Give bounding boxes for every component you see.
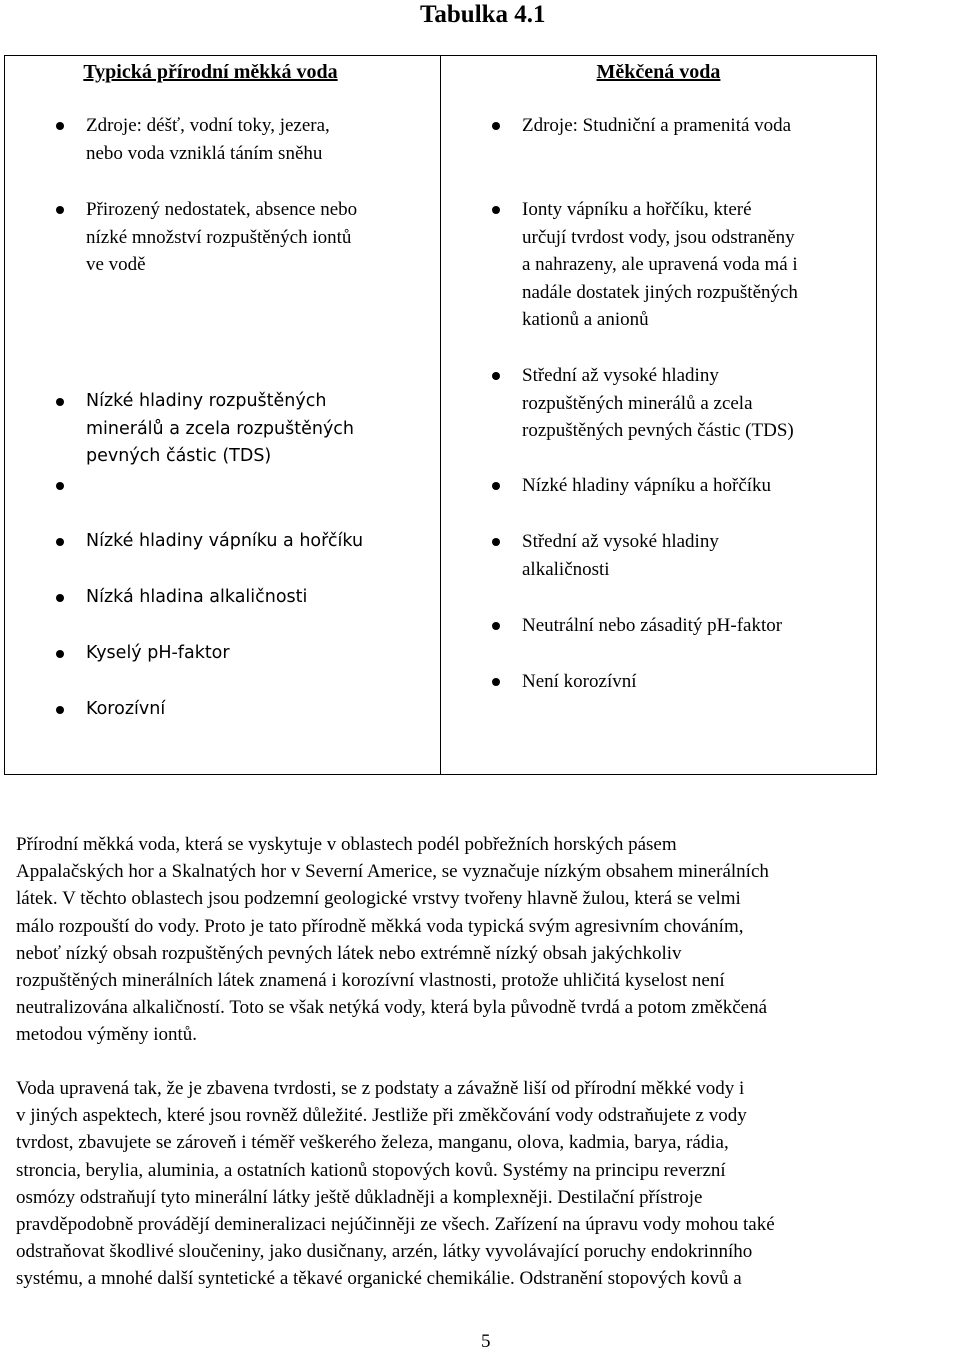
item-line: Korozívní <box>86 699 166 719</box>
item-line: nízké množství rozpuštěných iontů <box>86 226 352 248</box>
left-item-low-minerals <box>86 388 354 471</box>
left-item-corrosive <box>86 696 165 724</box>
paragraph-line: neboť nízký obsah rozpuštěných pevných látek nebo extrémně nízký obsah jakýchkoliv <box>16 942 682 964</box>
paragraph-line: pravděpodobně provádějí demineralizaci nejúčinněji ze všech. Zařízení na úpravu vody mohou také <box>16 1213 775 1235</box>
paragraph-line: tvrdost, zbavujete se zároveň i téměř veškerého železa, manganu, olova, kadmia, barya, rádia, <box>16 1132 729 1154</box>
right-item-medium-high-alkalinity <box>522 528 719 583</box>
paragraph-line: systému, a mnohé další syntetické a těkavé organické chemikálie. Odstranění stopových kovů a <box>16 1268 742 1290</box>
comparison-table <box>4 55 877 775</box>
bullet-icon <box>492 206 500 214</box>
bullet-icon <box>56 122 64 130</box>
item-line: Zdroje: déšť, vodní toky, jezera, <box>86 115 330 136</box>
bullet-icon <box>492 372 500 380</box>
bullet-icon <box>492 122 500 130</box>
right-column-softened-water <box>441 56 876 774</box>
item-line: minerálů a zcela rozpuštěných <box>86 418 355 439</box>
item-line: nebo voda vzniklá táním sněhu <box>86 142 323 164</box>
left-item-natural-deficiency <box>86 196 357 279</box>
paragraph-line: rozpuštěných minerálních látek znamená i korozívní vlastnosti, protože uhličitá kyselost není <box>16 969 725 991</box>
item-line: Nízká hladina alkaličnosti <box>86 587 308 607</box>
item-line: Neutrální nebo zásaditý pH-faktor <box>522 615 783 636</box>
item-line: určují tvrdost vody, jsou odstraněny <box>522 226 795 248</box>
paragraph-line: v jiných aspektech, které jsou rovněž důležité. Jestliže při změkčování vody odstraňujete z vody <box>16 1105 747 1127</box>
right-item-sources <box>522 112 791 140</box>
left-item-acidic-ph <box>86 640 230 668</box>
item-line: Zdroje: Studniční a pramenitá voda <box>522 115 792 136</box>
right-item-neutral-ph <box>522 612 782 640</box>
paragraph-line: stroncia, berylia, aluminia, a ostatních kationů stopových kovů. Systémy na principu reverzní <box>16 1159 726 1181</box>
item-line: Střední až vysoké hladiny <box>522 365 719 386</box>
bullet-icon <box>56 206 64 214</box>
right-item-not-corrosive <box>522 668 637 696</box>
paragraph-natural-soft-water <box>16 831 960 1049</box>
paragraph-line: Voda upravená tak, že je zbavena tvrdosti, se z podstaty a závažně liší od přírodní měkké vody i <box>16 1078 745 1099</box>
right-item-low-calcium <box>522 472 771 500</box>
bullet-icon <box>56 482 64 490</box>
item-line: a nahrazeny, ale upravená voda má i <box>522 254 798 275</box>
item-line: Není korozívní <box>522 671 637 692</box>
item-line: Nízké hladiny vápníku a hořčíku <box>86 531 364 551</box>
bullet-icon <box>56 398 64 406</box>
paragraph-line: látek. V těchto oblastech jsou podzemní geologické vrstvy tvořeny hlavně žulou, která se velmi <box>16 888 741 910</box>
left-column-natural-soft-water <box>5 56 441 774</box>
paragraph-line: málo rozpouští do vody. Proto je tato přírodně měkká voda typická svým agresivním chováním, <box>16 915 744 937</box>
bullet-icon <box>492 622 500 630</box>
item-line: Kyselý pH-faktor <box>86 643 230 663</box>
item-line: rozpuštěných minerálů a zcela <box>522 392 753 414</box>
item-line: Nízké hladiny rozpuštěných <box>86 391 327 411</box>
paragraph-softened-water <box>16 1075 960 1293</box>
bullet-icon <box>492 538 500 546</box>
paragraph-line: metodou výměny iontů. <box>16 1024 198 1046</box>
item-line: Střední až vysoké hladiny <box>522 531 719 552</box>
bullet-icon <box>492 678 500 686</box>
left-item-low-alkalinity <box>86 584 307 612</box>
left-column-title: Typická přírodní měkká voda <box>83 61 338 83</box>
paragraph-line: odstraňovat škodlivé sloučeniny, jako dusičnany, arzén, látky vyvolávající poruchy endokrinního <box>16 1241 753 1263</box>
item-line: alkaličnosti <box>522 558 610 580</box>
item-line: Nízké hladiny vápníku a hořčíku <box>522 475 772 496</box>
paragraph-line: osmózy odstraňují tyto minerální látky ještě důkladněji a komplexněji. Destilační přístroje <box>16 1186 703 1208</box>
item-line: Ionty vápníku a hořčíku, které <box>522 199 752 220</box>
bullet-icon <box>56 706 64 714</box>
item-line: rozpuštěných pevných částic (TDS) <box>522 420 794 441</box>
page-number: 5 <box>481 1331 491 1352</box>
paragraph-line: Přírodní měkká voda, která se vyskytuje v oblastech podél pobřežních horských pásem <box>16 834 677 855</box>
item-line: nadále dostatek jiných rozpuštěných <box>522 281 798 303</box>
bullet-icon <box>56 650 64 658</box>
bullet-icon <box>56 594 64 602</box>
right-item-medium-high-minerals <box>522 362 794 445</box>
item-line: Přirozený nedostatek, absence nebo <box>86 199 358 220</box>
table-caption: Tabulka 4.1 <box>420 1 546 28</box>
right-column-title: Měkčená voda <box>596 61 721 83</box>
item-line: pevných částic (TDS) <box>86 446 272 466</box>
item-line: ve vodě <box>86 254 146 275</box>
bullet-icon <box>492 482 500 490</box>
bullet-icon <box>56 538 64 546</box>
right-item-ions-removed <box>522 196 798 334</box>
left-item-sources <box>86 112 330 167</box>
paragraph-line: Appalačských hor a Skalnatých hor v Severní Americe, se vyznačuje nízkým obsahem minerálních <box>16 861 769 883</box>
left-item-low-calcium <box>86 528 363 556</box>
paragraph-line: neutralizována alkaličností. Toto se však netýká vody, která byla původně tvrdá a potom změkčená <box>16 997 768 1019</box>
item-line: kationů a anionů <box>522 309 649 330</box>
